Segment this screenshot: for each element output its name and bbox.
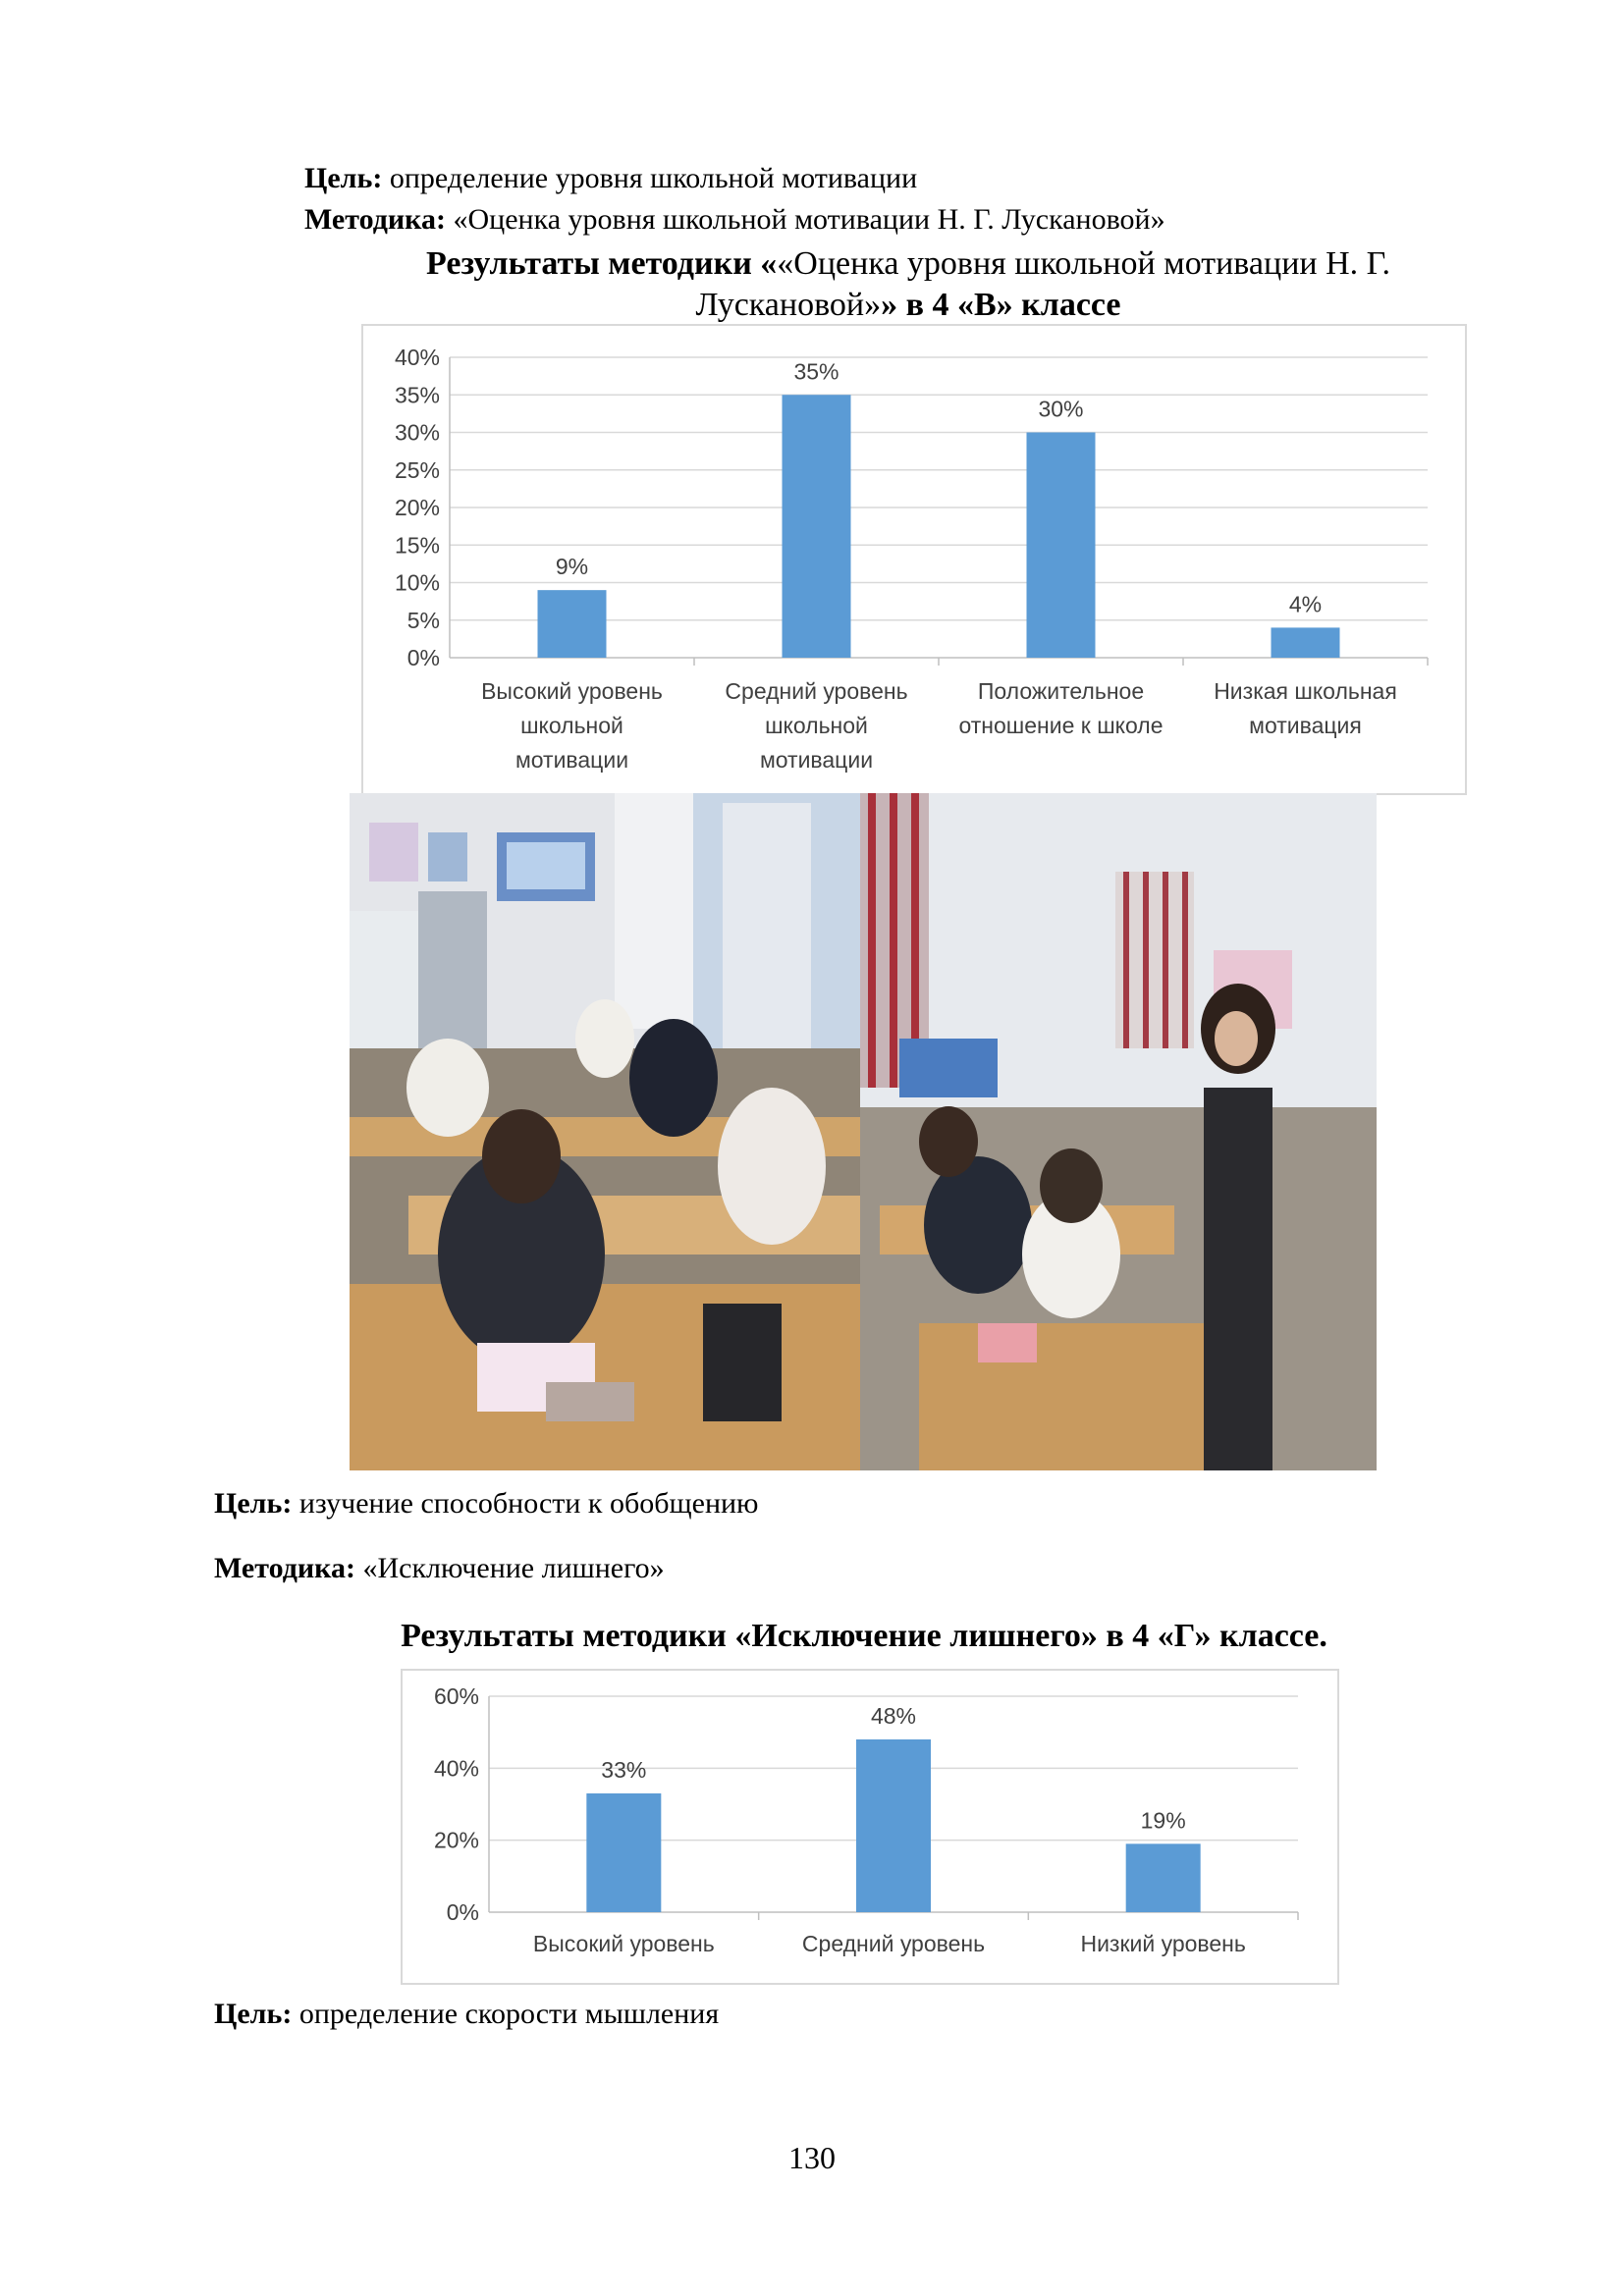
page-number: 130 — [788, 2140, 836, 2175]
chart-motivation — [361, 324, 1467, 795]
chart1-category-label: мотивации — [514, 747, 629, 773]
goal-text: определение уровня школьной мотивации — [382, 162, 918, 194]
chart1-category-label: Низкая школьная — [1214, 678, 1397, 704]
method-text-2: «Исключение лишнего» — [355, 1552, 665, 1584]
chart1-data-label-3: 30% — [1038, 396, 1084, 422]
chart1-y-tick-label: 40% — [394, 345, 440, 370]
goal-line-3 — [214, 1997, 719, 2032]
chart2-category-label: Высокий уровень — [532, 1931, 715, 1956]
goal-label: Цель: — [304, 162, 383, 194]
chart1-category-label: школьной — [765, 713, 868, 738]
goal-label-2: Цель: — [214, 1487, 293, 1520]
chart1-y-tick-label: 25% — [394, 456, 440, 483]
chart-generalization-svg — [403, 1671, 1337, 1983]
chart1-bar-3 — [1027, 433, 1096, 659]
chart2-y-tick-label: 40% — [433, 1755, 479, 1782]
chart2-heading: Результаты методики «Исключение лишнего» в 4 «Г» классе. — [401, 1618, 1327, 1654]
chart2-y-tick-label: 0% — [446, 1899, 479, 1925]
chart1-category-label: школьной — [520, 713, 623, 738]
chart2-y-tick-label: 20% — [433, 1827, 479, 1853]
chart1-data-label-1: 9% — [555, 554, 589, 580]
chart1-category-label: мотивация — [1249, 713, 1362, 738]
chart1-y-tick-label: 10% — [394, 569, 440, 596]
photo-strip — [350, 793, 1377, 1470]
chart1-heading — [353, 243, 1463, 326]
chart-generalization — [401, 1669, 1339, 1985]
method-line-2 — [214, 1551, 665, 1586]
chart1-category-label: Высокий уровень — [481, 678, 663, 704]
chart-motivation-svg — [363, 326, 1465, 793]
chart1-data-label-4: 4% — [1288, 591, 1323, 617]
chart1-y-tick-label: 35% — [394, 382, 440, 408]
classroom-photo-teacher — [860, 793, 1377, 1470]
method-label-2: Методика: — [214, 1552, 355, 1584]
chart1-y-tick-label: 15% — [394, 532, 440, 559]
goal-line-2 — [214, 1486, 758, 1522]
chart1-bar-4 — [1272, 627, 1340, 658]
heading-part-2: «Оценка уровня школьной мотивации Н. Г. — [777, 245, 1390, 282]
chart1-bar-1 — [538, 590, 607, 658]
chart2-data-label-2: 48% — [870, 1703, 917, 1729]
heading-part-4: » в 4 «В» классе — [881, 287, 1121, 323]
goal-label-3: Цель: — [214, 1998, 293, 2030]
chart1-category-label: отношение к школе — [958, 713, 1164, 738]
classroom-photo-students — [350, 793, 860, 1470]
chart1-y-tick-label: 5% — [406, 607, 440, 633]
chart2-y-tick-label: 60% — [433, 1683, 479, 1709]
goal-line-1 — [304, 161, 917, 196]
chart2-bar-2 — [856, 1739, 931, 1912]
chart1-category-label: Средний уровень — [725, 678, 908, 704]
method-text: «Оценка уровня школьной мотивации Н. Г. Лускановой» — [446, 203, 1165, 236]
chart1-bar-2 — [783, 395, 851, 658]
heading-part-3: Лускановой» — [695, 287, 882, 323]
chart2-data-label-1: 33% — [601, 1757, 647, 1783]
chart1-data-label-2: 35% — [793, 358, 839, 385]
chart1-y-tick-label: 30% — [394, 419, 440, 446]
method-line-1 — [304, 202, 1165, 238]
chart2-bar-1 — [586, 1793, 661, 1912]
heading-part-1: Результаты методики « — [426, 245, 778, 282]
method-label: Методика: — [304, 203, 446, 236]
chart1-y-tick-label: 0% — [406, 645, 440, 670]
goal-text-2: изучение способности к обобщению — [292, 1487, 759, 1520]
chart1-y-tick-label: 20% — [394, 495, 440, 520]
chart2-category-label: Низкий уровень — [1080, 1931, 1246, 1956]
chart1-category-label: Положительное — [977, 678, 1145, 704]
chart2-data-label-3: 19% — [1140, 1807, 1186, 1834]
chart1-category-label: мотивации — [759, 747, 874, 773]
chart2-bar-3 — [1126, 1843, 1201, 1912]
chart2-category-label: Средний уровень — [801, 1931, 986, 1956]
goal-text-3: определение скорости мышления — [292, 1998, 720, 2030]
